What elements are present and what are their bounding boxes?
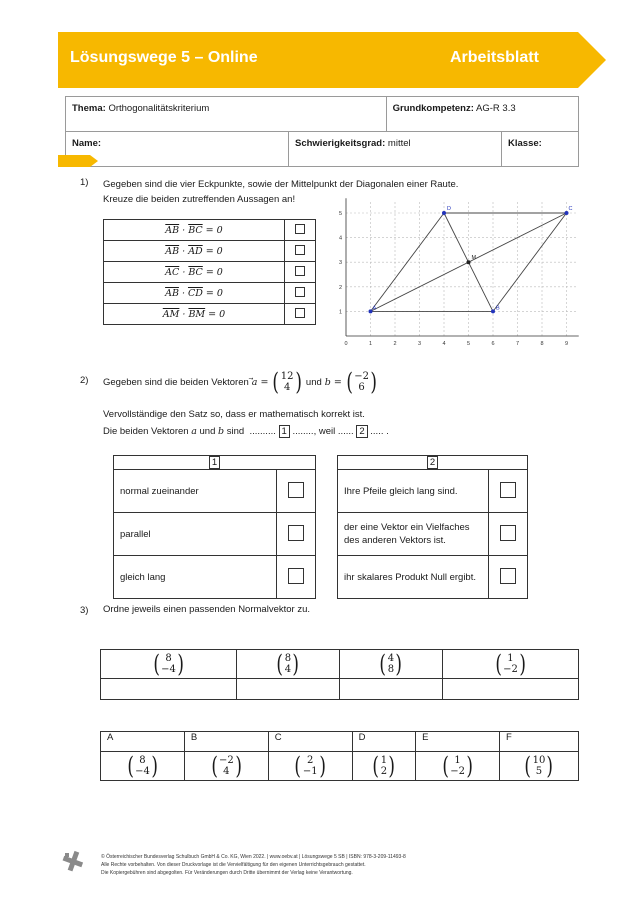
- x-tick-label: 0: [344, 341, 348, 347]
- kompetenz-value: AG-R 3.3: [476, 103, 516, 114]
- q1-checkbox-2[interactable]: [295, 245, 305, 255]
- gap-1-option-2: parallel: [114, 513, 277, 556]
- info-table: [65, 96, 579, 167]
- kompetenz-cell: [386, 97, 578, 132]
- q1-number: 1): [80, 177, 89, 188]
- gap-2-option-2: der eine Vektor ein Vielfaches des anderen Vektors ist.: [338, 513, 489, 556]
- x-tick-label: 4: [442, 341, 446, 347]
- q2-number: 2): [80, 375, 89, 386]
- gap-2-option-3: ihr skalares Produkt Null ergibt.: [338, 556, 489, 599]
- gap-1-box: 1: [279, 425, 290, 438]
- option-label-E: E: [416, 732, 500, 752]
- option-vector-D: ( 1 2 ): [352, 752, 416, 781]
- thema-value: Orthogonalitätskriterium: [108, 103, 210, 114]
- q2-text-pre: Gegeben sind die beiden Vektoren: [103, 376, 249, 388]
- y-tick-label: 4: [338, 235, 342, 242]
- q1-options-table: [103, 219, 316, 325]
- option-label-D: D: [352, 732, 416, 752]
- gap-2-box: 2: [356, 425, 367, 438]
- gap-1-table: [113, 455, 316, 599]
- x-tick-label: 9: [564, 341, 569, 347]
- x-tick-label: 7: [515, 341, 520, 347]
- q1-option-2: $\overline{AB} \cdot \overline{AD} = 0$: [104, 241, 285, 262]
- thema-label: Thema:: [72, 103, 106, 114]
- option-label-F: F: [500, 732, 579, 752]
- gap-1-header: 1: [209, 456, 220, 469]
- gap-2-header: 2: [427, 456, 438, 469]
- banner-worksheet-label: Arbeitsblatt: [450, 49, 539, 66]
- kompetenz-label: Grundkompetenz:: [392, 103, 474, 114]
- normal-vector-answer-table: [100, 649, 579, 700]
- q1-checkbox-4[interactable]: [295, 287, 305, 297]
- q2-sentence: Die beiden Vektoren a und b sind .......... 1 ........, weil ...... 2 ..... .: [103, 426, 389, 437]
- q1-checkbox-5[interactable]: [295, 308, 305, 318]
- option-label-A: A: [101, 732, 185, 752]
- y-tick-label: 1: [338, 309, 342, 316]
- q1-checkbox-1[interactable]: [295, 224, 305, 234]
- klasse-cell[interactable]: Klasse:: [502, 132, 579, 167]
- q2-instruction: Vervollständige den Satz so, dass er mathematisch korrekt ist.: [103, 409, 365, 420]
- q1-option-3: $\overline{AC} \cdot \overline{BC} = 0$: [104, 262, 285, 283]
- x-tick-label: 8: [540, 341, 544, 347]
- answer-cell-1[interactable]: [101, 679, 237, 700]
- point-D: [442, 211, 446, 215]
- gap-2-option-1: Ihre Pfeile gleich lang sind.: [338, 470, 489, 513]
- q3-text: Ordne jeweils einen passenden Normalvektor zu.: [103, 604, 310, 615]
- banner-title: Lösungswege 5 – Online: [70, 49, 258, 66]
- gap-2-table: [337, 455, 528, 599]
- schwierigkeit-label: Schwierigkeitsgrad:: [295, 138, 386, 149]
- target-vector-2: ( 8 4 ): [237, 650, 340, 679]
- publisher-logo: [62, 850, 84, 872]
- option-vector-A: ( 8 −4 ): [101, 752, 185, 781]
- target-vector-1: ( 8 −4 ): [101, 650, 237, 679]
- x-tick-label: 6: [491, 341, 495, 347]
- x-tick-label: 3: [417, 341, 422, 347]
- option-vector-F: ( 10 5 ): [500, 752, 579, 781]
- normal-vector-options-table: [100, 731, 579, 781]
- gap-2-checkbox-1[interactable]: [500, 482, 516, 498]
- point-B: [491, 309, 495, 313]
- section-marker: [58, 155, 98, 167]
- footer: [101, 853, 406, 877]
- point-M: [467, 260, 471, 264]
- x-tick-label: 2: [393, 341, 397, 347]
- y-tick-label: 5: [338, 211, 342, 217]
- vector-b: ( −2 6 ): [346, 368, 377, 396]
- answer-cell-3[interactable]: [339, 679, 442, 700]
- target-vector-3: ( 4 8 ): [339, 650, 442, 679]
- title-banner: [58, 32, 606, 88]
- option-label-B: B: [184, 732, 268, 752]
- answer-cell-4[interactable]: [442, 679, 578, 700]
- y-tick-label: 2: [338, 284, 342, 291]
- y-tick-label: 3: [338, 260, 342, 267]
- gap-2-checkbox-3[interactable]: [500, 568, 516, 584]
- rhombus-graph: [333, 196, 583, 351]
- q2-intro: Gegeben sind die beiden Vektoren a = ( 12 4 ) und b = ( −2 6 ): [103, 368, 377, 396]
- schwierigkeit-value: mittel: [387, 138, 411, 149]
- target-vector-4: ( 1 −2 ): [442, 650, 578, 679]
- gap-1-checkbox-3[interactable]: [288, 568, 304, 584]
- point-label-A: A: [372, 305, 377, 312]
- schwierigkeit-cell: [289, 132, 502, 167]
- footer-line-1: © Österreichischer Bundesverlag Schulbuch GmbH & Co. KG, Wien 2022. | www.oebv.at | Lösungswege 5 SB | ISBN: 978-3-209-11493-8: [101, 854, 406, 860]
- gap-1-option-1: normal zueinander: [114, 470, 277, 513]
- q1-option-5: $\overline{AM} \cdot \overline{BM} = 0$: [104, 304, 285, 325]
- q3-number: 3): [80, 605, 89, 616]
- footer-line-2: Alle Rechte vorbehalten. Von dieser Druckvorlage ist die Vervielfältigung für den eigenen Unterrichtsgebrauch gestattet.: [101, 862, 366, 868]
- answer-cell-2[interactable]: [237, 679, 340, 700]
- gap-2-checkbox-2[interactable]: [500, 525, 516, 541]
- vector-b-name: b: [324, 376, 331, 388]
- gap-1-checkbox-2[interactable]: [288, 525, 304, 541]
- x-tick-label: 5: [466, 341, 471, 347]
- thema-cell: [66, 97, 387, 132]
- vector-a-name: a: [251, 376, 258, 388]
- point-label-D: D: [447, 206, 451, 212]
- point-label-M: M: [471, 255, 477, 262]
- option-vector-E: ( 1 −2 ): [416, 752, 500, 781]
- q1-text-1: Gegeben sind die vier Eckpunkte, sowie der Mittelpunkt der Diagonalen einer Raute.: [103, 179, 459, 190]
- option-vector-B: ( −2 4 ): [184, 752, 268, 781]
- gap-1-checkbox-1[interactable]: [288, 482, 304, 498]
- name-cell[interactable]: Name:: [66, 132, 289, 167]
- q1-option-4: $\overline{AB} \cdot \overline{CD} = 0$: [104, 283, 285, 304]
- q1-text-2: Kreuze die beiden zutreffenden Aussagen an!: [103, 194, 296, 205]
- segment-DA: [371, 213, 445, 311]
- gap-1-option-3: gleich lang: [114, 556, 277, 599]
- option-vector-C: ( 2 −1 ): [268, 752, 352, 781]
- point-label-B: B: [496, 305, 500, 312]
- footer-line-3: Die Kopiergebühren sind abgegolten. Für Veränderungen durch Dritte übernimmt der Verlag keine Verantwortung.: [101, 870, 353, 876]
- point-label-C: C: [568, 206, 573, 212]
- x-tick-label: 1: [368, 341, 373, 347]
- q1-option-1: $\overline{AB} \cdot \overline{BC} = 0$: [104, 220, 285, 241]
- vector-a: ( 12 4 ): [272, 368, 302, 396]
- option-label-C: C: [268, 732, 352, 752]
- q2-and: und: [305, 376, 322, 388]
- q1-checkbox-3[interactable]: [295, 266, 305, 276]
